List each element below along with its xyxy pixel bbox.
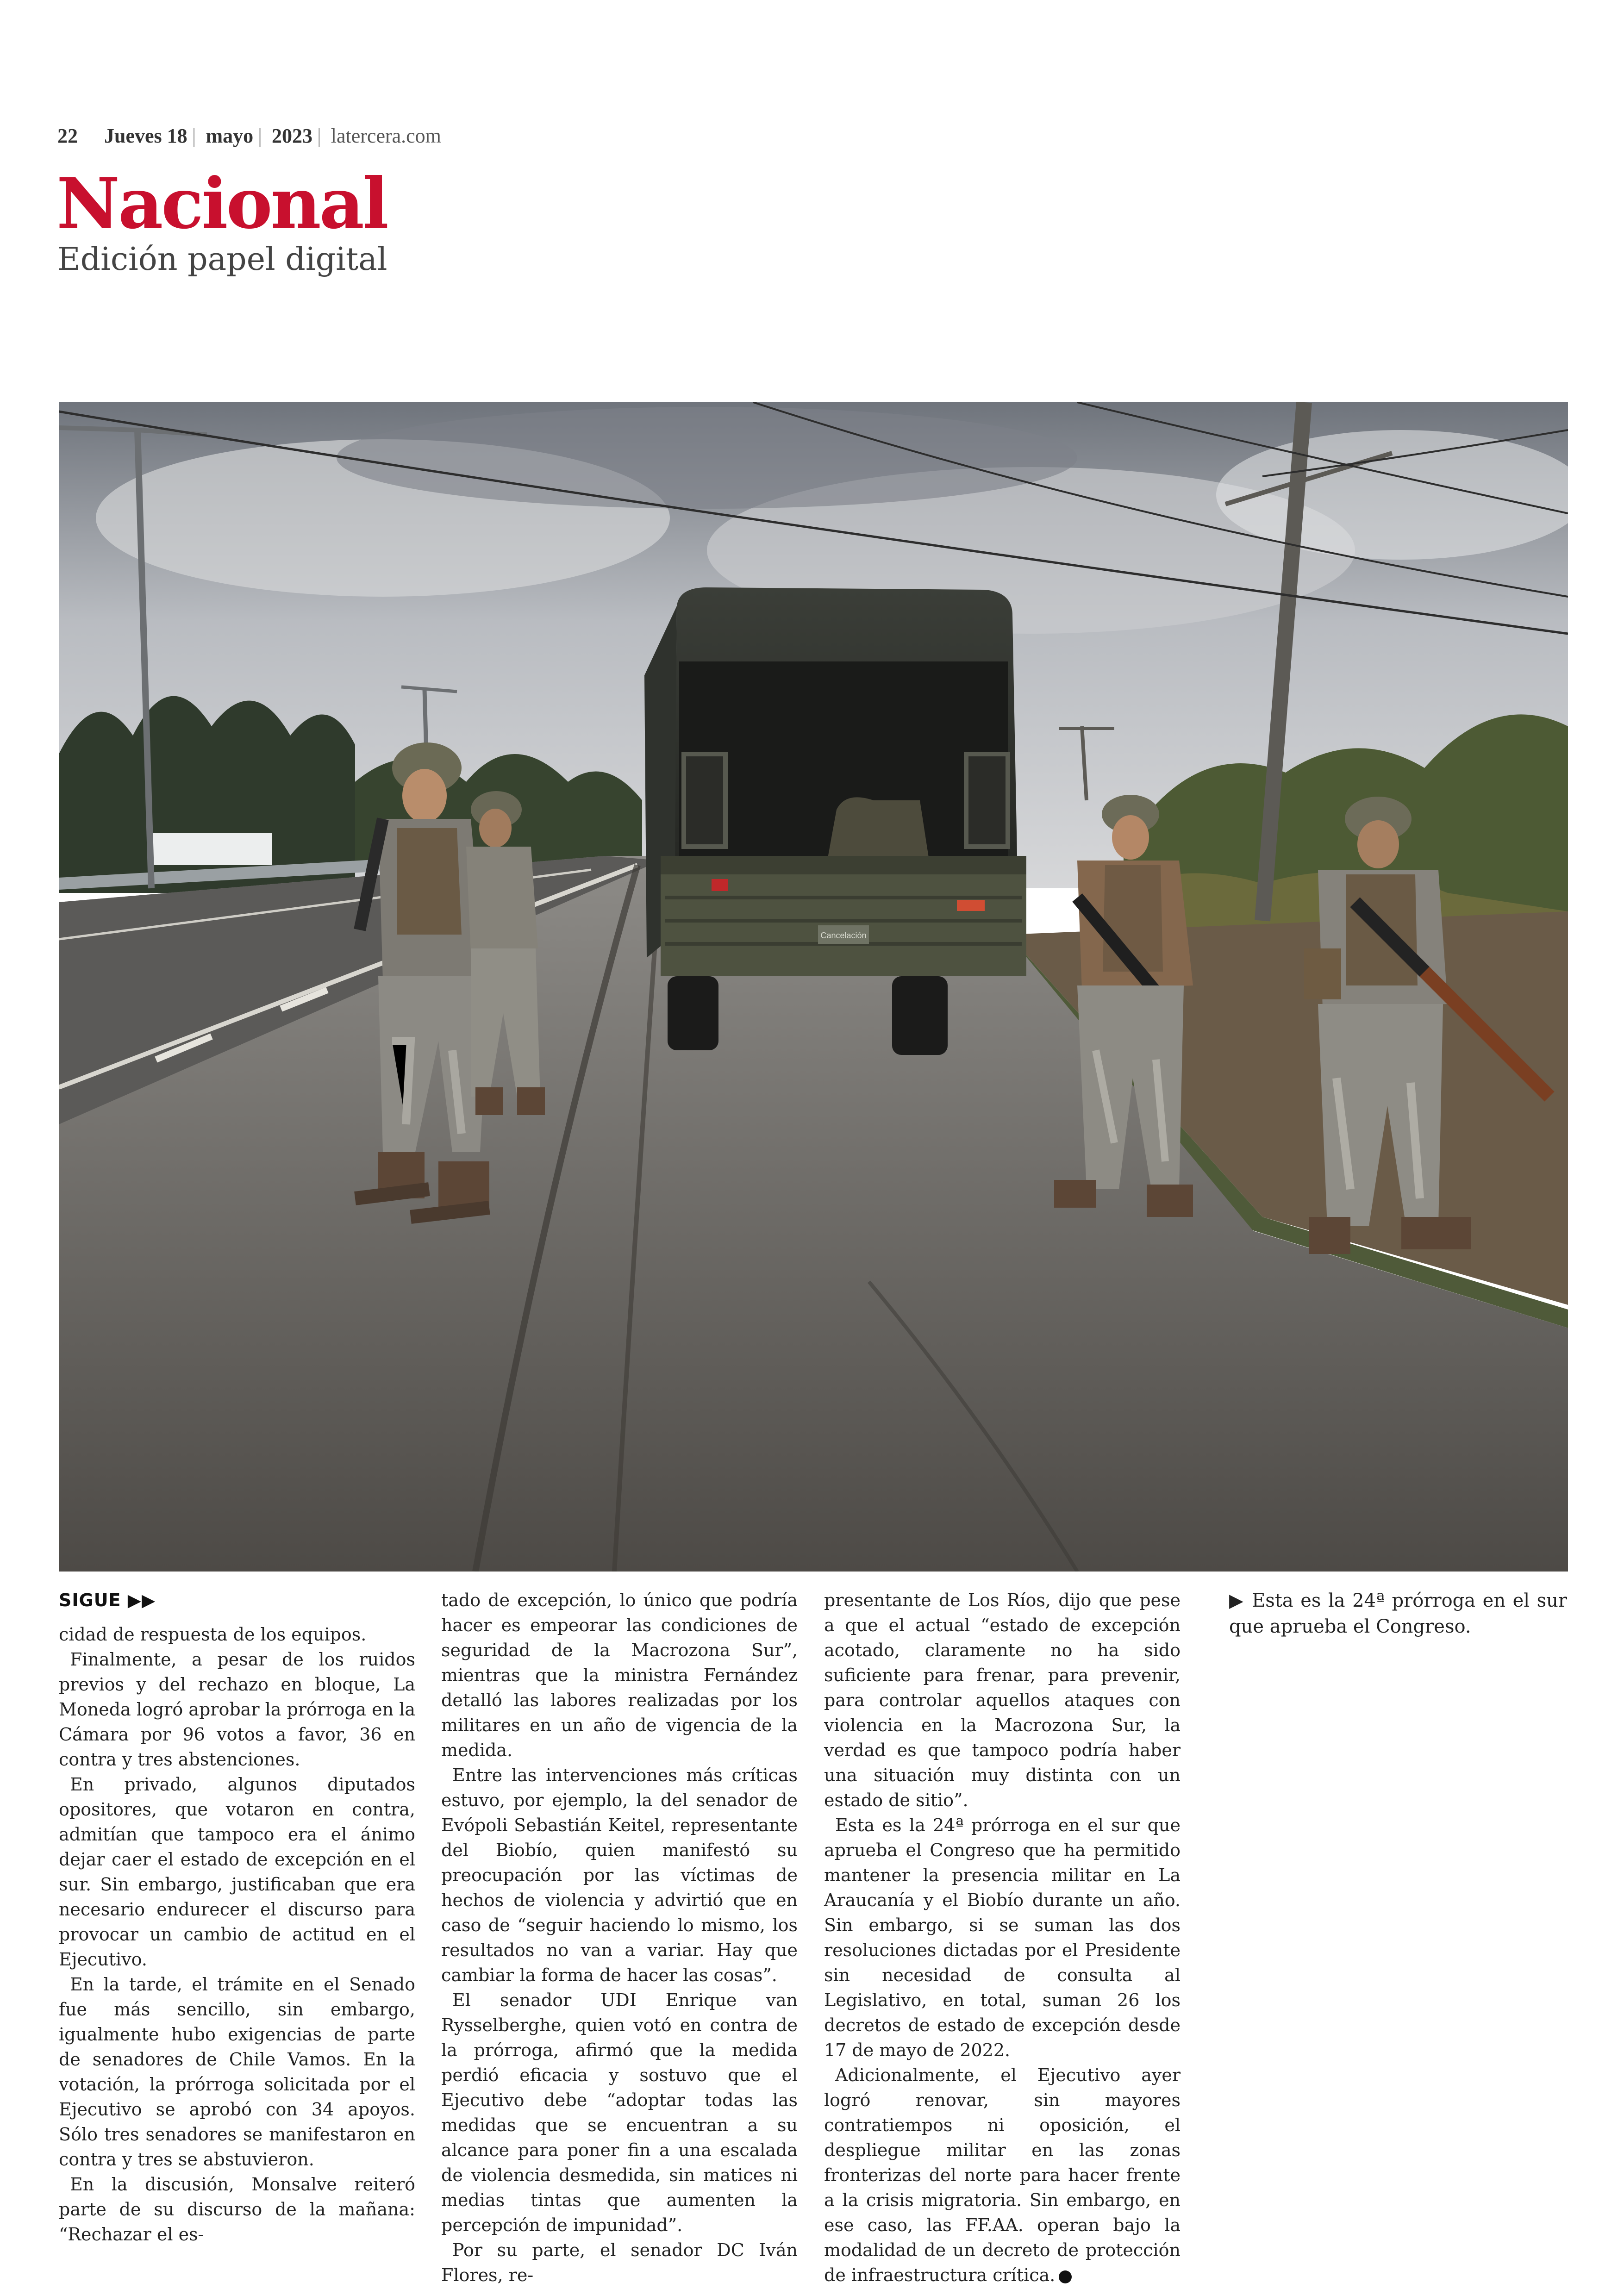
highlight-column	[1229, 1588, 1567, 1640]
site-link[interactable]: latercera.com	[331, 125, 441, 147]
article-column-2	[441, 1588, 798, 2288]
section-title: Nacional	[56, 163, 387, 244]
paragraph: Por su parte, el senador DC Iván Flores, re-	[441, 2240, 798, 2285]
highlight-text: ▶ Esta es la 24ª prórroga en el sur que aprueba el Congreso.	[1229, 1590, 1567, 1637]
article-column-3	[824, 1588, 1181, 2288]
folio-line: 22 Jueves 18 | mayo | 2023 | latercera.com	[57, 125, 441, 147]
paragraph: Esta es la 24ª prórroga en el sur que aprueba el Congreso que ha permitido mantener la presencia militar en La Araucanía y el Biobío durante un año. Sin embargo, si se suman las dos resoluciones dictadas por el Presidente sin necesidad de consulta al Legislativo, en total, suman 26 los decretos de estado de excepción desde 17 de mayo de 2022.	[824, 1815, 1181, 2060]
article-column-1	[59, 1588, 415, 2247]
final-paragraph-text: Adicionalmente, el Ejecutivo ayer logró renovar, sin mayores contratiempos ni oposición, el despliegue militar en las zonas fronterizas del norte para hacer frente a la crisis migratoria. Sin embargo, en ese caso, las FF.AA. operan bajo la modalidad de un decreto de protección de infraestructura crítica.	[824, 2065, 1181, 2285]
paragraph: En la discusión, Monsalve reiteró parte de su discurso de la mañana: “Rechazar el es-	[59, 2174, 415, 2245]
paragraph: En privado, algunos diputados opositores, que votaron en contra, admitían que tampoco era el ánimo dejar caer el estado de excepción en el sur. Sin embargo, justificaban que era necesario endurecer el discurso para provocar un cambio de actitud en el Ejecutivo.	[59, 1774, 415, 1970]
date-year: 2023	[271, 125, 312, 147]
date-month: mayo	[206, 125, 254, 147]
paragraph: El senador UDI Enrique van Rysselberghe, quien votó en contra de la prórroga, afirmó que la medida perdió eficacia y sostuvo que el Ejecutivo debe “adoptar todas las medidas que se encuentran a su alcance para poner fin a una escalada de violencia desmedida, sin matices ni medias tintas que aumenten la percepción de impunidad”.	[441, 1990, 798, 2235]
paragraph: En la tarde, el trámite en el Senado fue más sencillo, sin embargo, igualmente hubo exigencias de parte de senadores de Chile Vamos. En la votación, la prórroga solicitada por el Ejecutivo se aprobó con 34 apoyos. Sólo tres senadores se manifestaron en contra y tres se abstuvieron.	[59, 1974, 415, 2170]
end-mark-icon	[1059, 2270, 1072, 2283]
paragraph: Entre las intervenciones más críticas estuvo, por ejemplo, la del senador de Evópoli Sebastián Keitel, representante del Biobío, quien manifestó su preocupación por las víctimas de hechos de violencia y advirtió que en caso de “seguir haciendo lo mismo, los resultados no van a variar. Hay que cambiar la forma de hacer las cosas”.	[441, 1765, 798, 1985]
news-photo	[59, 402, 1568, 1572]
paragraph	[824, 2063, 1181, 2288]
paragraph: tado de excepción, lo único que podría hacer es empeorar las condiciones de seguridad de la Macrozona Sur”, mientras que la ministra Fernández detalló las labores realizadas por los militares en un año de vigencia de la medida.	[441, 1590, 798, 1760]
section-subtitle: Edición papel digital	[57, 241, 387, 278]
paragraph: Finalmente, a pesar de los ruidos previos y del rechazo en bloque, La Moneda logró aprobar la prórroga en la Cámara por 96 votos a favor, 36 en contra y tres abstenciones.	[59, 1649, 415, 1770]
paragraph: cidad de respuesta de los equipos.	[59, 1624, 367, 1645]
page-number: 22	[57, 125, 78, 147]
sigue-label: SIGUE ▶▶	[59, 1590, 156, 1610]
truck-plate-text: Cancelación	[820, 931, 867, 940]
photo-scene	[59, 402, 1568, 1572]
date-day: Jueves 18	[104, 125, 187, 147]
paragraph: presentante de Los Ríos, dijo que pese a que el actual “estado de excepción acotado, claramente no ha sido suficiente para frenar, para prevenir, para controlar aquellos ataques con violencia en la Macrozona Sur, la verdad es que tampoco podría haber una situación muy distinta con un estado de sitio”.	[824, 1590, 1181, 1810]
